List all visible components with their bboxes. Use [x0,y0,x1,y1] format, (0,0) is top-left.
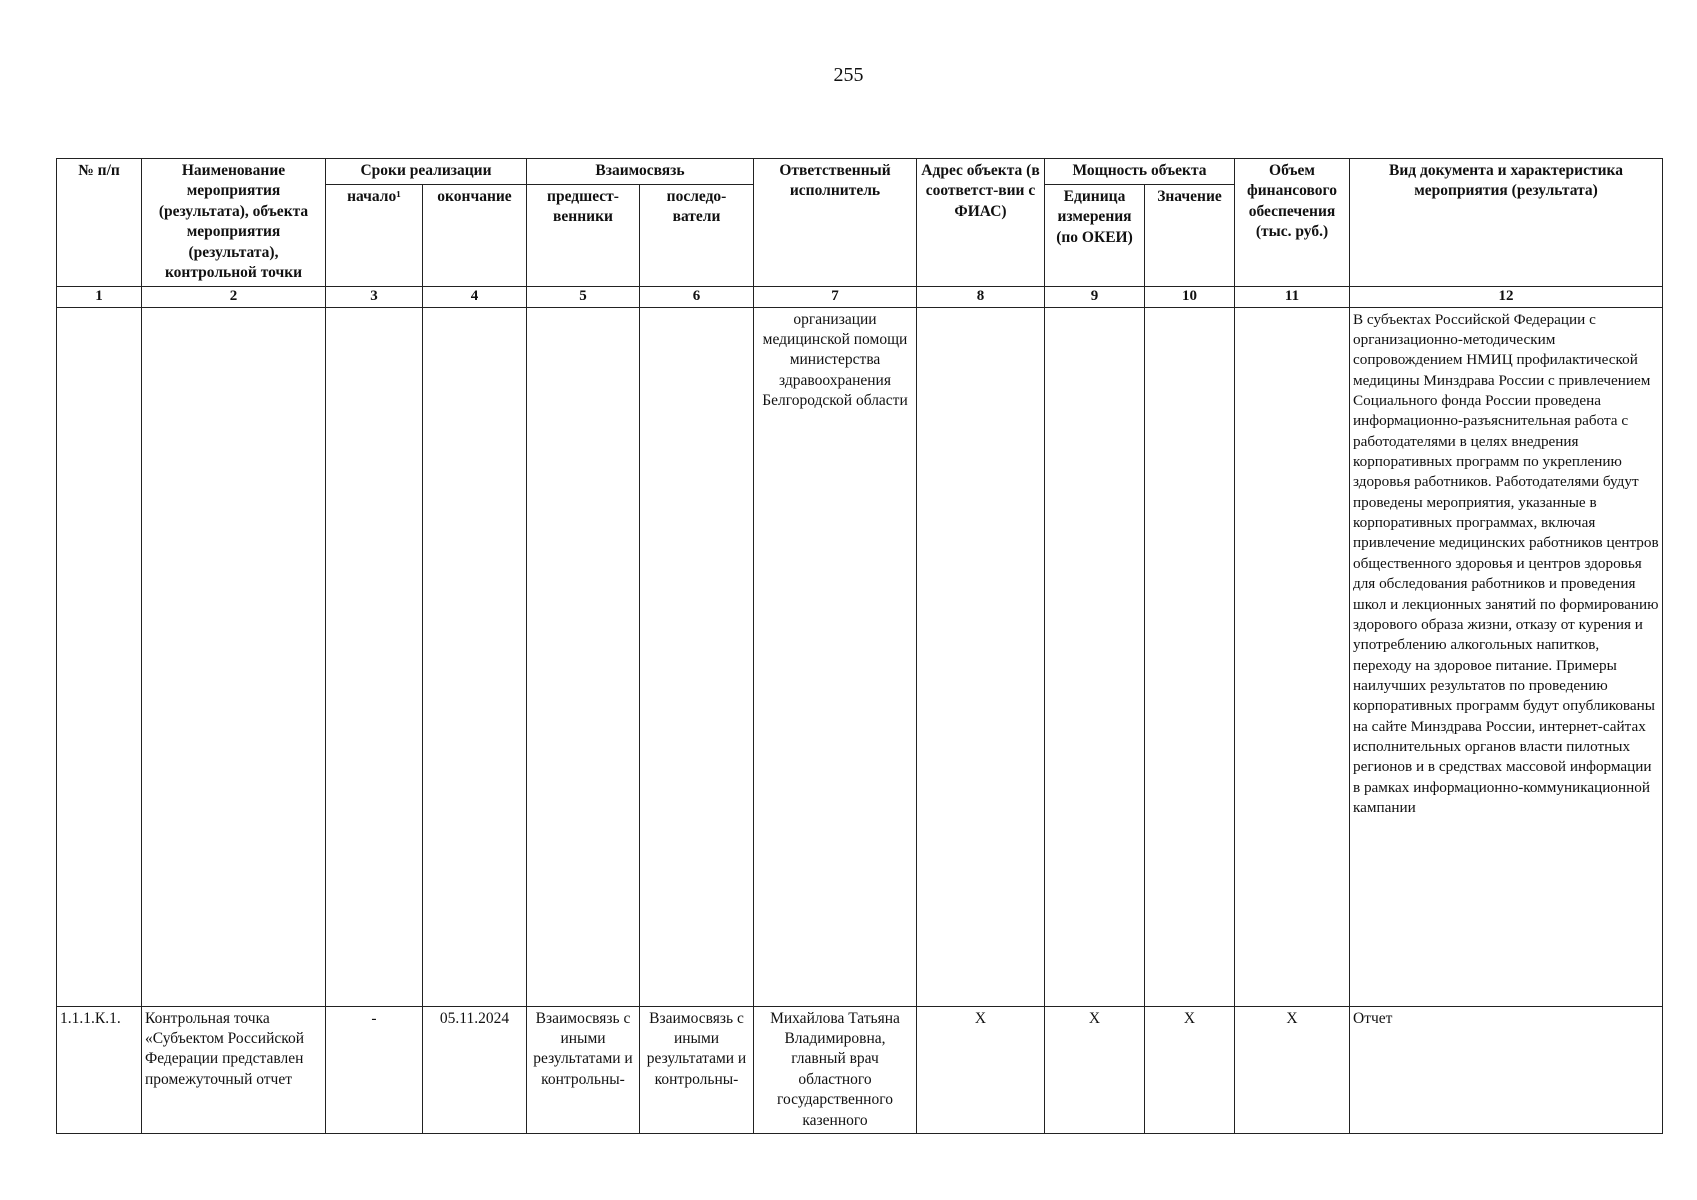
cell-unit [1045,307,1145,1006]
header-capacity: Мощность объекта [1045,159,1235,185]
column-number: 7 [754,286,917,307]
cell-num: 1.1.1.К.1. [57,1006,142,1134]
column-number: 8 [917,286,1045,307]
header-predecessors: предшест-венники [527,184,640,286]
header-value: Значение [1145,184,1235,286]
column-number: 6 [640,286,754,307]
cell-address [917,307,1045,1006]
header-responsible: Ответственный исполнитель [754,159,917,287]
header-relation: Взаимосвязь [527,159,754,185]
header-row-top [57,159,1663,185]
column-number: 10 [1145,286,1235,307]
cell-responsible: организации медицинской помощи министерства здравоохранения Белгородской области [754,307,917,1006]
cell-value [1145,307,1235,1006]
header-funding: Объем финансового обеспечения (тыс. руб.) [1235,159,1350,287]
cell-funding: X [1235,1006,1350,1134]
cell-unit: X [1045,1006,1145,1134]
cell-start: - [326,1006,423,1134]
column-number: 5 [527,286,640,307]
cell-successors: Взаимосвязь с иными результатами и контрольны- [640,1006,754,1134]
cell-value: X [1145,1006,1235,1134]
column-number: 3 [326,286,423,307]
header-doc-type: Вид документа и характеристика мероприятия (результата) [1350,159,1663,287]
cell-predecessors [527,307,640,1006]
column-number: 2 [142,286,326,307]
column-number: 12 [1350,286,1663,307]
cell-num [57,307,142,1006]
column-number: 4 [423,286,527,307]
header-address: Адрес объекта (в соответст-вии с ФИАС) [917,159,1045,287]
header-name: Наименование мероприятия (результата), объекта мероприятия (результата), контрольной точки [142,159,326,287]
header-unit: Единица измерения (по ОКЕИ) [1045,184,1145,286]
cell-predecessors: Взаимосвязь с иными результатами и контрольны- [527,1006,640,1134]
column-numbers-row [57,286,1663,307]
cell-description: Отчет [1350,1006,1663,1134]
column-number: 11 [1235,286,1350,307]
table-row [57,307,1663,1006]
cell-name [142,307,326,1006]
column-number: 9 [1045,286,1145,307]
table-row [57,1006,1663,1134]
header-num: № п/п [57,159,142,287]
header-successors: последо-ватели [640,184,754,286]
cell-start [326,307,423,1006]
cell-responsible: Михайлова Татьяна Владимировна, главный врач областного государственного казенного [754,1006,917,1134]
cell-name: Контрольная точка «Субъектом Российской Федерации представлен промежуточный отчет [142,1006,326,1134]
cell-description: В субъектах Российской Федерации с организационно-методическим сопровождением НМИЦ профилактической медицины Минздрава России с привлечением Социального фонда России проведена информационно-разъяснительная работа с работодателями в целях внедрения корпоративных программ по укреплению здоровья работников. Работодателями будут проведены мероприятия, указанные в корпоративных программах, включая привлечение медицинских работников центров общественного здоровья и центров здоровья для обследования работников и проведения школ и лекционных занятий по формированию здорового образа жизни, отказу от курения и употреблению алкогольных напитков, переходу на здоровое питание. Примеры наилучших результатов по проведению корпоративных программ будут опубликованы на сайте Минздрава России, интернет-сайтах исполнительных органов власти пилотных регионов и в средствах массовой информации в рамках информационно-коммуникационной кампании [1350,307,1663,1006]
page-number: 255 [833,64,864,86]
header-start: начало¹ [326,184,423,286]
cell-funding [1235,307,1350,1006]
activity-plan-table [56,158,1663,1134]
cell-end: 05.11.2024 [423,1006,527,1134]
header-end: окончание [423,184,527,286]
cell-address: X [917,1006,1045,1134]
cell-end [423,307,527,1006]
column-number: 1 [57,286,142,307]
header-terms: Сроки реализации [326,159,527,185]
cell-successors [640,307,754,1006]
